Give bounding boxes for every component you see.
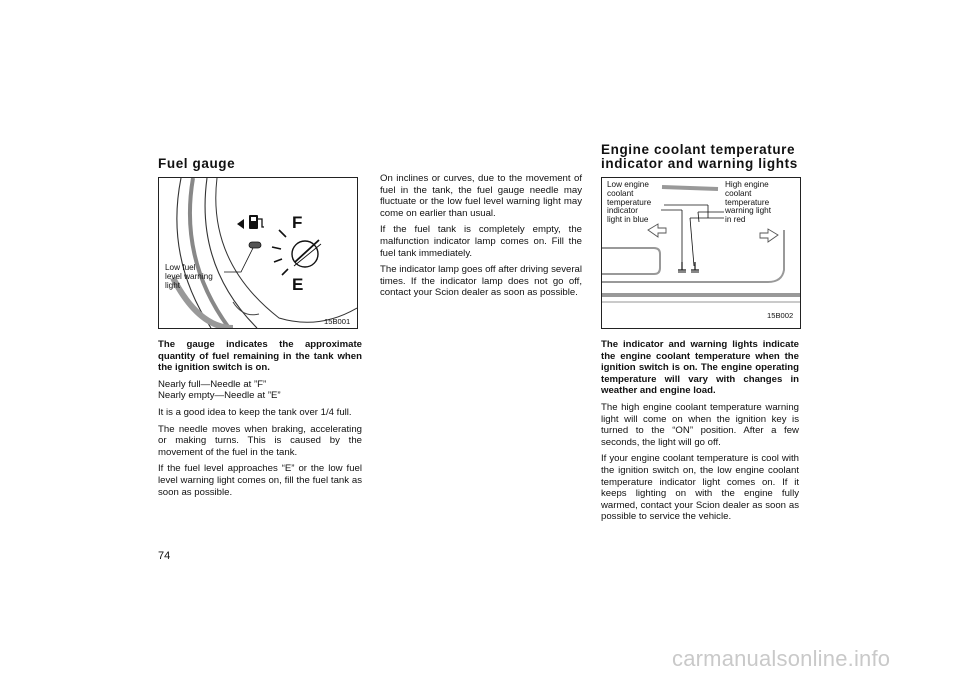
right-turn-arrow-icon xyxy=(760,229,778,242)
empty-tank-note: If the fuel tank is completely empty, the malfunction indicator lamp comes on. Fill the fuel tank immediately. xyxy=(380,224,582,259)
fuel-gauge-continued-text xyxy=(380,173,582,304)
low-fuel-warning-light-icon xyxy=(249,242,261,248)
fuel-gauge-needle-positions: Nearly full—Needle at ”F” Nearly empty—Needle at ”E” xyxy=(158,378,281,402)
high-coolant-warning-note: The high engine coolant temperature warning light will come on when the ignition key is turned to the “ON” position. After a few seconds, the light will go off. xyxy=(601,401,799,448)
fuel-gauge-needle-movement: The needle moves when braking, accelerating or making turns. This is caused by the movement of the fuel in the tank. xyxy=(158,423,362,458)
fuel-gauge-refill-advice: If the fuel level approaches “E” or the low fuel level warning light comes on, fill the fuel tank as soon as possible. xyxy=(158,463,362,498)
low-coolant-indicator-note: If your engine coolant temperature is cool with the ignition switch on, the low engine coolant temperature indicator light comes on. If it keeps lighting on with the engine fully warmed, contact your Scion dealer as soon as possible to service the vehicle. xyxy=(601,453,799,523)
watermark: carmanualsonline.info xyxy=(672,646,891,671)
figure-code: 15B002 xyxy=(767,311,794,320)
fuel-fluctuation-note: On inclines or curves, due to the movement of fuel in the tank, the fuel gauge needle may fluctuate or the low fuel level warning light may come on earlier than usual. xyxy=(380,173,582,219)
page-number: 74 xyxy=(158,550,171,562)
high-coolant-label: High engine coolant temperature warning light in red xyxy=(725,180,771,225)
fuel-full-letter: F xyxy=(292,213,303,232)
fuel-gauge-intro: The gauge indicates the approximate quantity of fuel remaining in the tank when the ignition switch is on. xyxy=(158,339,362,374)
coolant-intro: The indicator and warning lights indicate the engine coolant temperature when the ignition switch is on. The engine operating temperature will vary with changes in weather and engine load. xyxy=(601,339,799,397)
fuel-gauge-tip: It is a good idea to keep the tank over 1/4 full. xyxy=(158,406,352,418)
fuel-gauge-text xyxy=(158,339,362,503)
coolant-text xyxy=(601,339,799,528)
fuel-empty-letter: E xyxy=(292,275,304,294)
fuel-gauge-figure xyxy=(158,177,358,329)
left-turn-arrow-icon xyxy=(648,224,666,237)
coolant-heading: Engine coolant temperature indicator and warning lights xyxy=(601,142,798,171)
figure-code: 15B001 xyxy=(324,317,351,326)
fuel-gauge-illustration xyxy=(159,178,357,328)
low-coolant-label: Low engine coolant temperature indicator light in blue xyxy=(607,180,652,225)
fuel-door-arrow-icon xyxy=(237,219,244,229)
coolant-figure xyxy=(601,177,801,329)
fuel-gauge-heading: Fuel gauge xyxy=(158,156,236,171)
fuel-pump-icon xyxy=(249,215,264,229)
indicator-lamp-note: The indicator lamp goes off after driving several times. If the indicator lamp does not go off, contact your Scion dealer as soon as possible. xyxy=(380,264,582,299)
high-coolant-warning-icon xyxy=(691,262,699,272)
low-fuel-warning-label: Low fuel level warning light xyxy=(165,263,213,290)
low-coolant-indicator-icon xyxy=(678,262,686,272)
